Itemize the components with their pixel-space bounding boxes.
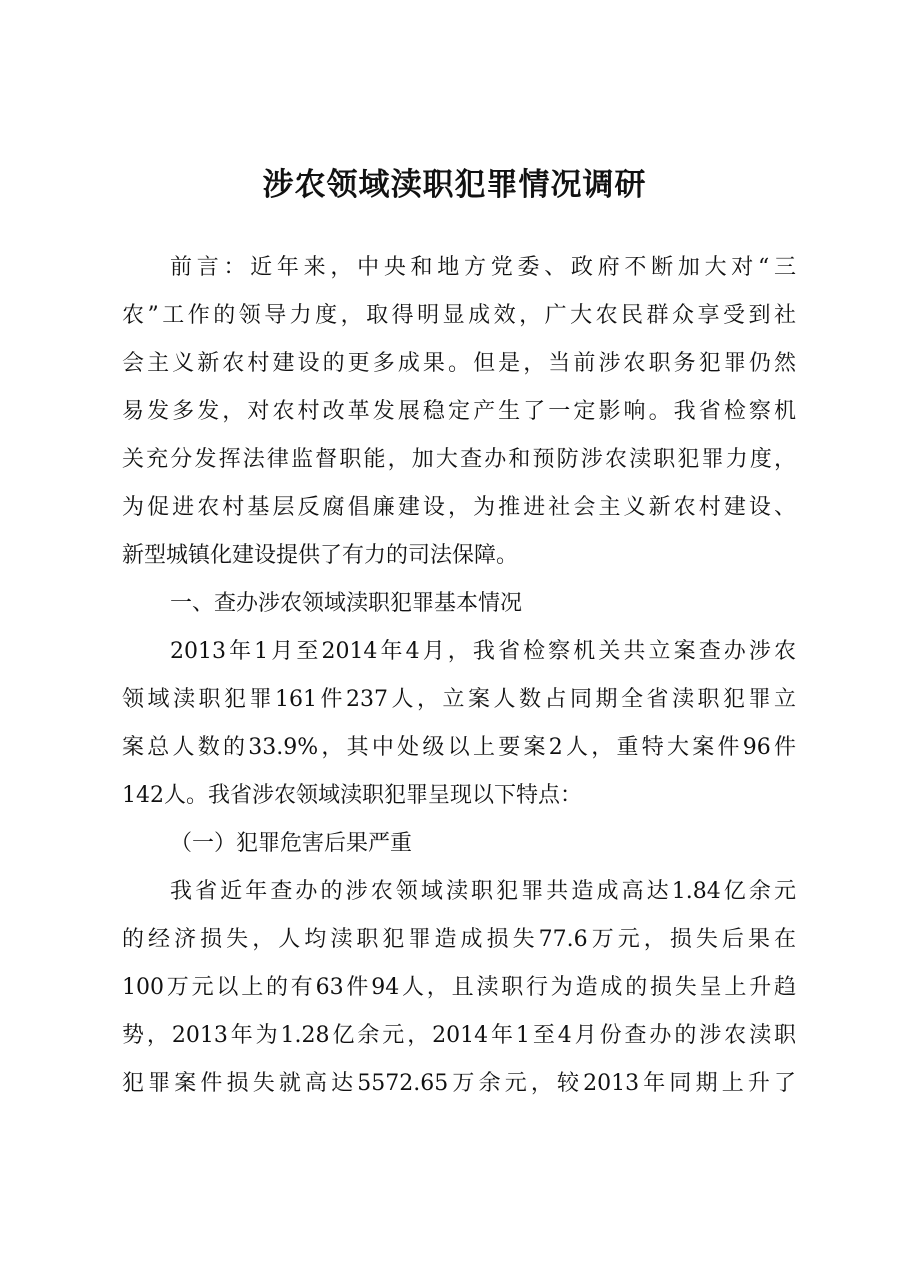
paragraph-line: 142人。我省涉农领域渎职犯罪呈现以下特点：	[122, 783, 582, 808]
paragraph-line: 案总人数的33.9%，其中处级以上要案2人，重特大案件96件	[122, 735, 796, 760]
paragraph-line: 犯罪案件损失就高达5572.65万余元，较2013年同期上升了	[122, 1071, 796, 1096]
paragraph-line: 我省近年查办的涉农领域渎职犯罪共造成高达1.84亿余元	[170, 879, 796, 904]
paragraph-line: 势，2013年为1.28亿余元，2014年1至4月份查办的涉农渎职	[122, 1023, 796, 1048]
section-heading: 一、查办涉农领域渎职犯罪基本情况	[170, 591, 523, 616]
paragraph-line: 新型城镇化建设提供了有力的司法保障。	[122, 543, 519, 568]
paragraph-line: 前言：近年来，中央和地方党委、政府不断加大对“三	[170, 255, 796, 280]
paragraph-line: 会主义新农村建设的更多成果。但是，当前涉农职务犯罪仍然	[122, 351, 796, 376]
paragraph-line: 的经济损失，人均渎职犯罪造成损失77.6万元，损失后果在	[122, 927, 796, 952]
paragraph-line: 2013年1月至2014年4月，我省检察机关共立案查办涉农	[170, 639, 796, 664]
paragraph-line: 100万元以上的有63件94人，且渎职行为造成的损失呈上升趋	[122, 975, 796, 1000]
paragraph-line: 关充分发挥法律监督职能，加大查办和预防涉农渎职犯罪力度，	[122, 447, 796, 472]
paragraph-line: 农”工作的领导力度，取得明显成效，广大农民群众享受到社	[122, 303, 796, 328]
paragraph-line: 为促进农村基层反腐倡廉建设，为推进社会主义新农村建设、	[122, 495, 796, 520]
paragraph-line: 易发多发，对农村改革发展稳定产生了一定影响。我省检察机	[122, 399, 796, 424]
paragraph-line: 领域渎职犯罪161件237人，立案人数占同期全省渎职犯罪立	[122, 687, 796, 712]
document-title: 涉农领域渎职犯罪情况调研	[262, 167, 647, 203]
subsection-heading: （一）犯罪危害后果严重	[170, 831, 413, 856]
